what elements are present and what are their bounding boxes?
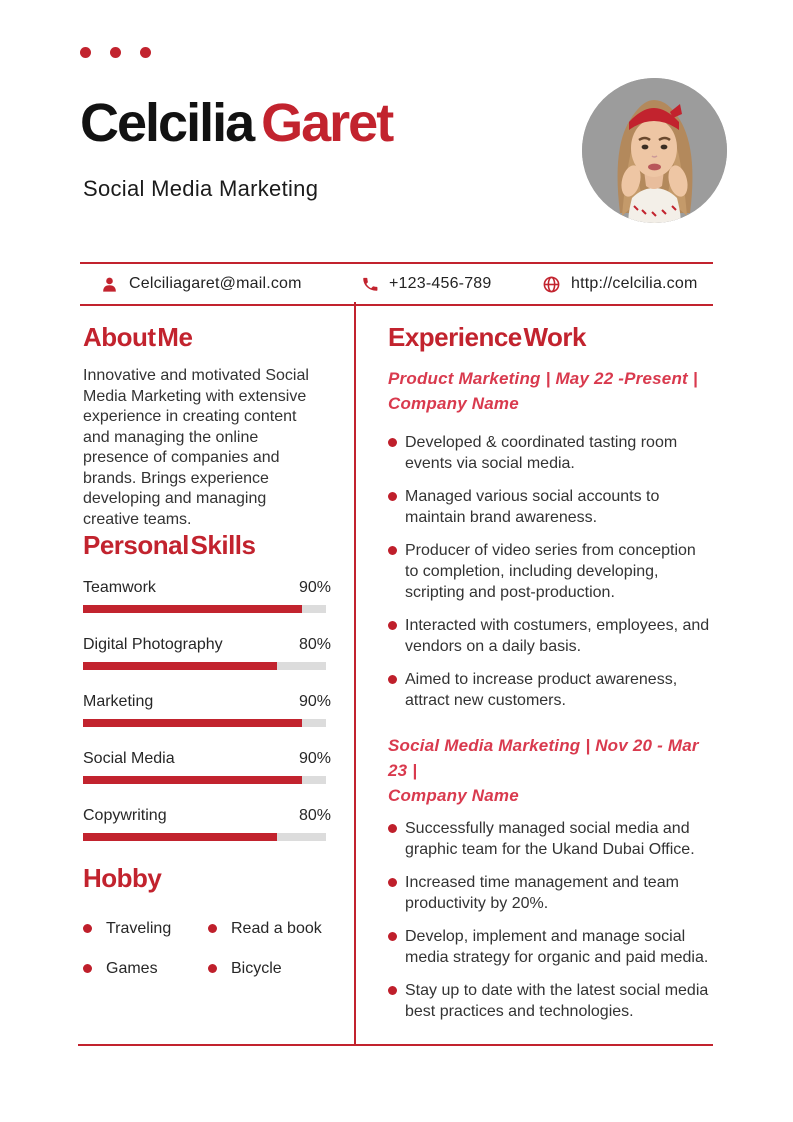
skills-list: [83, 578, 331, 841]
skill-bar-track: [83, 719, 326, 727]
bullet-icon: [388, 824, 397, 833]
skill-bar-fill: [83, 776, 302, 784]
left-column: [83, 322, 331, 978]
hobby-item: [208, 959, 331, 978]
skill-label: Copywriting: [83, 807, 167, 824]
bullet-icon: [388, 621, 397, 630]
skill-label: Digital Photography: [83, 636, 223, 653]
job-title: Social Media Marketing | Nov 20 - Mar 23 | Company Name: [388, 736, 699, 805]
decorative-dots: [80, 47, 151, 58]
skill-bar-fill: [83, 662, 277, 670]
experience-jobs: [388, 366, 713, 1022]
job-title: Product Marketing | May 22 -Present | Company Name: [388, 369, 698, 413]
person-name: [80, 94, 392, 153]
job-bullet: Producer of video series from conception to completion, including developing, scripting and post-production.: [388, 540, 713, 603]
job-headline: Social Media Marketing: [83, 176, 319, 201]
phone-icon: [361, 275, 379, 293]
job-bullet: Successfully managed social media and graphic team for the Ukand Dubai Office.: [388, 818, 713, 860]
contact-email-text: Celciliagaret@mail.com: [129, 275, 302, 292]
hobby-label: Bicycle: [231, 960, 282, 977]
contact-website-text: http://celcilia.com: [571, 275, 698, 292]
job-entry: [388, 733, 713, 1022]
job-bullet: Aimed to increase product awareness, attract new customers.: [388, 669, 713, 711]
skill-bar-fill: [83, 605, 302, 613]
bullet-icon: [388, 986, 397, 995]
skill-row: [83, 806, 331, 841]
skill-percent: 90%: [298, 579, 331, 596]
job-entry: [388, 366, 713, 711]
column-divider: [354, 302, 356, 1045]
hobby-label: Traveling: [106, 920, 172, 937]
bullet-icon: [388, 878, 397, 887]
hobby-item: [208, 919, 331, 938]
job-bullet: Interacted with costumers, employees, and vendors on a daily basis.: [388, 615, 713, 657]
skill-row: [83, 692, 331, 727]
skill-label: Social Media: [83, 750, 175, 767]
contact-bar: [80, 262, 713, 306]
skills-heading: Personal Skills: [83, 530, 256, 560]
skill-label: Marketing: [83, 693, 154, 710]
contact-phone[interactable]: [361, 264, 492, 304]
hobby-list: [83, 919, 331, 978]
red-dot: [80, 47, 91, 58]
bullet-icon: [83, 964, 92, 973]
profile-photo: [582, 78, 727, 223]
skill-bar-track: [83, 662, 326, 670]
job-bullet: Develop, implement and manage social media strategy for organic and paid media.: [388, 926, 713, 968]
skill-bar-track: [83, 605, 326, 613]
person-last-name: Garet: [261, 93, 393, 153]
job-bullet: Increased time management and team productivity by 20%.: [388, 872, 713, 914]
skill-percent: 90%: [298, 750, 331, 767]
bullet-icon: [388, 438, 397, 447]
person-first-name: Celcilia: [80, 93, 254, 153]
experience-heading: Experience Work: [388, 322, 587, 352]
red-dot: [110, 47, 121, 58]
bullet-icon: [388, 492, 397, 501]
bottom-rule: [78, 1044, 713, 1046]
person-icon: [100, 275, 119, 294]
job-bullet-list: [388, 818, 713, 1022]
bullet-icon: [83, 924, 92, 933]
hobby-item: [83, 959, 208, 978]
bullet-icon: [208, 924, 217, 933]
avatar-illustration: [582, 78, 727, 223]
bullet-icon: [388, 546, 397, 555]
skill-bar-fill: [83, 719, 302, 727]
job-bullet: Stay up to date with the latest social media best practices and technologies.: [388, 980, 713, 1022]
contact-phone-text: +123-456-789: [389, 275, 492, 292]
skill-row: [83, 635, 331, 670]
bullet-icon: [388, 932, 397, 941]
job-bullet: Developed & coordinated tasting room events via social media.: [388, 432, 713, 474]
skill-percent: 80%: [298, 807, 331, 824]
bullet-icon: [388, 675, 397, 684]
about-heading: About Me: [83, 322, 193, 352]
hobby-label: Games: [106, 960, 158, 977]
about-text: Innovative and motivated Social Media Marketing with extensive experience in creating content and managing the online presence of companies and brands. Brings experience developing and managing creative teams.: [83, 367, 309, 528]
bullet-icon: [208, 964, 217, 973]
skill-percent: 90%: [298, 693, 331, 710]
hobby-item: [83, 919, 208, 938]
job-bullet-list: [388, 432, 713, 711]
job-bullet: Managed various social accounts to maintain brand awareness.: [388, 486, 713, 528]
contact-website[interactable]: [542, 264, 698, 304]
red-dot: [140, 47, 151, 58]
skill-percent: 80%: [298, 636, 331, 653]
skill-row: [83, 578, 331, 613]
hobby-heading: Hobby: [83, 863, 162, 893]
right-column: [388, 322, 713, 1034]
skill-bar-fill: [83, 833, 277, 841]
skill-bar-track: [83, 833, 326, 841]
skill-row: [83, 749, 331, 784]
hobby-label: Read a book: [231, 920, 322, 937]
contact-email[interactable]: [100, 264, 302, 304]
skill-bar-track: [83, 776, 326, 784]
skill-label: Teamwork: [83, 579, 156, 596]
globe-icon: [542, 275, 561, 294]
